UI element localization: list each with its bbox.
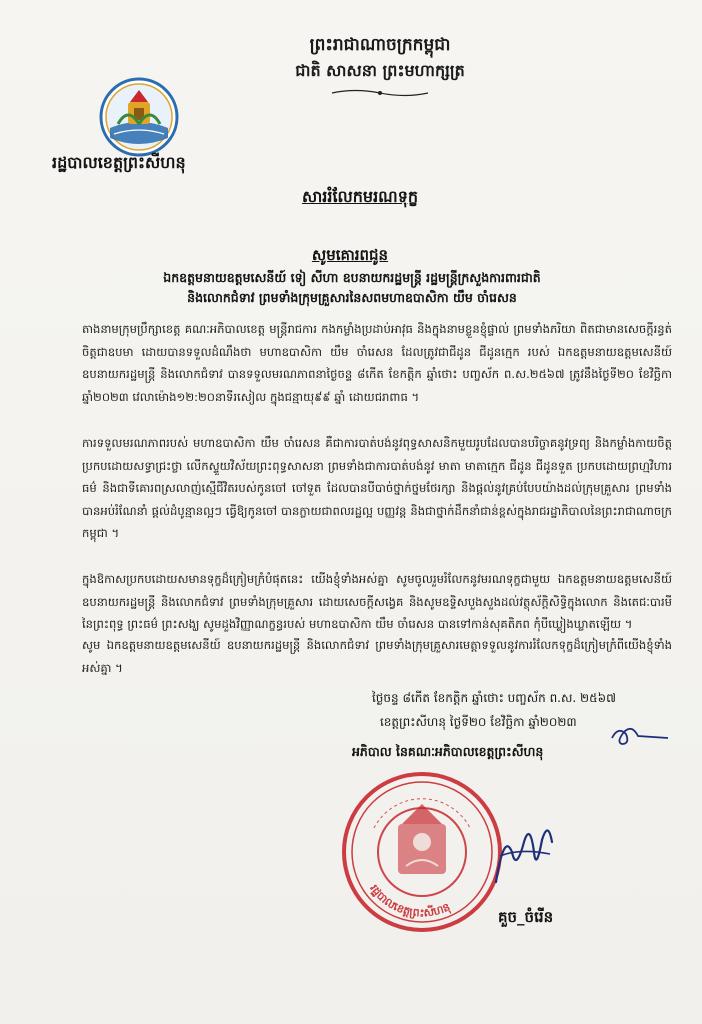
body-paragraph: សូម ឯកឧត្តមនាយឧត្តមសេនីយ៍ ឧបនាយករដ្ឋមន្ត្រី និងលោកជំទាវ ព្រមទាំងក្រុមគ្រួសារមេត្តាទទួលនូវការរំលែកទុក្ខដ៏ក្រៀមក្រំពីយើងខ្ញុំទាំងអស់គ្នា ។	[82, 638, 672, 675]
seal-text: រដ្ឋបាលខេត្តព្រះសីហនុ	[367, 882, 453, 920]
signer-title: អភិបាល នៃគណៈអភិបាលខេត្តព្រះសីហនុ	[352, 744, 544, 759]
issuing-authority: រដ្ឋបាលខេត្តព្រះសីហនុ	[52, 153, 186, 172]
salutation: សូមគោរពជូន	[311, 246, 389, 264]
national-motto: ជាតិ សាសនា ព្រះមហាក្សត្រ	[295, 61, 465, 80]
document-title: សាររំលែកមរណទុក្ខ	[301, 187, 418, 206]
provincial-emblem-logo	[98, 76, 180, 158]
solar-date: ខេត្តព្រះសីហនុ ថ្ងៃទី២០ ខែវិច្ឆិកា ឆ្នាំ២០២៣	[380, 715, 577, 729]
signer-name: គួច_ចំរើន	[498, 908, 554, 926]
addressee-line: និងលោកជំទាវ ព្រមទាំងក្រុមគ្រួសារនៃសពមហាឧបាសិកា យឹម ចាំរេសន	[187, 290, 517, 305]
svg-text:រដ្ឋបាលខេត្តព្រះសីហនុ	[367, 882, 452, 920]
body-paragraph: ការទទួលមរណភាពរបស់ មហាឧបាសិកា យឹម ចាំរេសន គឺជាការបាត់បង់នូវពុទ្ធសាសនិកមួយរូបដែលបានបរិច្ចាគនូវទ្រព្យ និងកម្លាំងកាយចិត្តប្រកបដោយសទ្ធាជ្រះថ្លា លើកស្ទួយវិស័យព្រះពុទ្ធសាសនា ព្រមទាំងជាការបាត់បង់នូវ មាតា មាតាក្មេក ជីដូន ជីដូនទួត ប្រកបដោយព្រហ្មវិហារធម៌ និងជាទីគោរពស្រលាញ់ស្មើជីវិតរបស់កូនចៅ ចៅទួត ដែលបានបីបាច់ថ្នាក់ថ្នមថែរក្សា និងផ្តល់នូវគ្រប់បែបយ៉ាងដល់ក្រុមគ្រួសារ ព្រមទាំងបានអប់រំណែនាំ ផ្តល់ដំបូន្មានល្អៗ ធ្វើឱ្យកូនចៅ បានក្លាយជាពលរដ្ឋល្អ បញ្ញវន្ត និងជាថ្នាក់ដឹកនាំជាន់ខ្ពស់ក្នុងរាជរដ្ឋាភិបាលនៃព្រះរាជាណាចក្រកម្ពុជា ។	[82, 436, 672, 540]
kingdom-header: ព្រះរាជាណាចក្រកម្ពុជា	[309, 35, 451, 55]
initial-mark	[608, 720, 672, 750]
body-paragraph: តាងនាមក្រុមប្រឹក្សាខេត្ត គណៈអភិបាលខេត្ត មន្ត្រីរាជការ កងកម្លាំងប្រដាប់អាវុធ និងក្នុងនាមខ្លួនខ្ញុំផ្ទាល់ ព្រមទាំងភរិយា ពិតជាមានសេចក្តីរន្ធត់ចិត្តជាឧបមា ដោយបានទទួលដំណឹងថា មហាឧបាសិកា យឹម ចាំរេសន ដែលត្រូវជាជីដូន ជីដូនក្មេក របស់ ឯកឧត្តមនាយឧត្តមសេនីយ៍ ឧបនាយករដ្ឋមន្ត្រី និងលោកជំទាវ បានទទួលមរណភាពនាថ្ងៃចន្ទ ៨កើត ខែកត្តិក ឆ្នាំថោះ បញ្ចស័ក ព.ស.២៥៦៧ ត្រូវនឹងថ្ងៃទី២០ ខែវិច្ឆិកា ឆ្នាំ២០២៣ វេលាម៉ោង១២:២០នាទីរសៀល ក្នុងជន្មាយុ៩៩ ឆ្នាំ ដោយជរាពាធ ។	[82, 322, 672, 404]
header-ornament	[330, 88, 430, 98]
addressee-line: ឯកឧត្តមនាយឧត្តមសេនីយ៍ ទៀ សីហា ឧបនាយករដ្ឋមន្ត្រី រដ្ឋមន្ត្រីក្រសួងការពារជាតិ	[163, 270, 541, 285]
lunar-date: ថ្ងៃចន្ទ ៨កើត ខែកត្តិក ឆ្នាំថោះ បញ្ចស័ក ព.ស. ២៥៦៧	[372, 691, 616, 705]
handwritten-signature	[490, 812, 560, 892]
official-seal-stamp	[340, 770, 504, 934]
body-paragraph: ក្នុងឱកាសប្រកបដោយសមានទុក្ខដ៏ក្រៀមក្រំបំផុតនេះ យើងខ្ញុំទាំងអស់គ្នា សូមចូលរួមរំលែកនូវមរណទុក្ខជាមួយ ឯកឧត្តមនាយឧត្តមសេនីយ៍ ឧបនាយករដ្ឋមន្ត្រី និងលោកជំទាវ ព្រមទាំងក្រុមគ្រួសារ ដោយសេចក្តីសង្វេគ និងសូមឧទ្ទិសបួងសួងដល់វត្ថុស័ក្តិសិទ្ធិក្នុងលោក និងតេជៈបារមី នៃព្រះពុទ្ធ ព្រះធម៌ ព្រះសង្ឃ សូមដួងវិញ្ញាណក្ខន្ធរបស់ មហាឧបាសិកា យឹម ចាំរេសន បានទៅកាន់សុគតិភព កុំបីឃ្លៀងឃ្លាតឡើយ ។	[82, 572, 672, 631]
addressee-block	[52, 268, 652, 308]
